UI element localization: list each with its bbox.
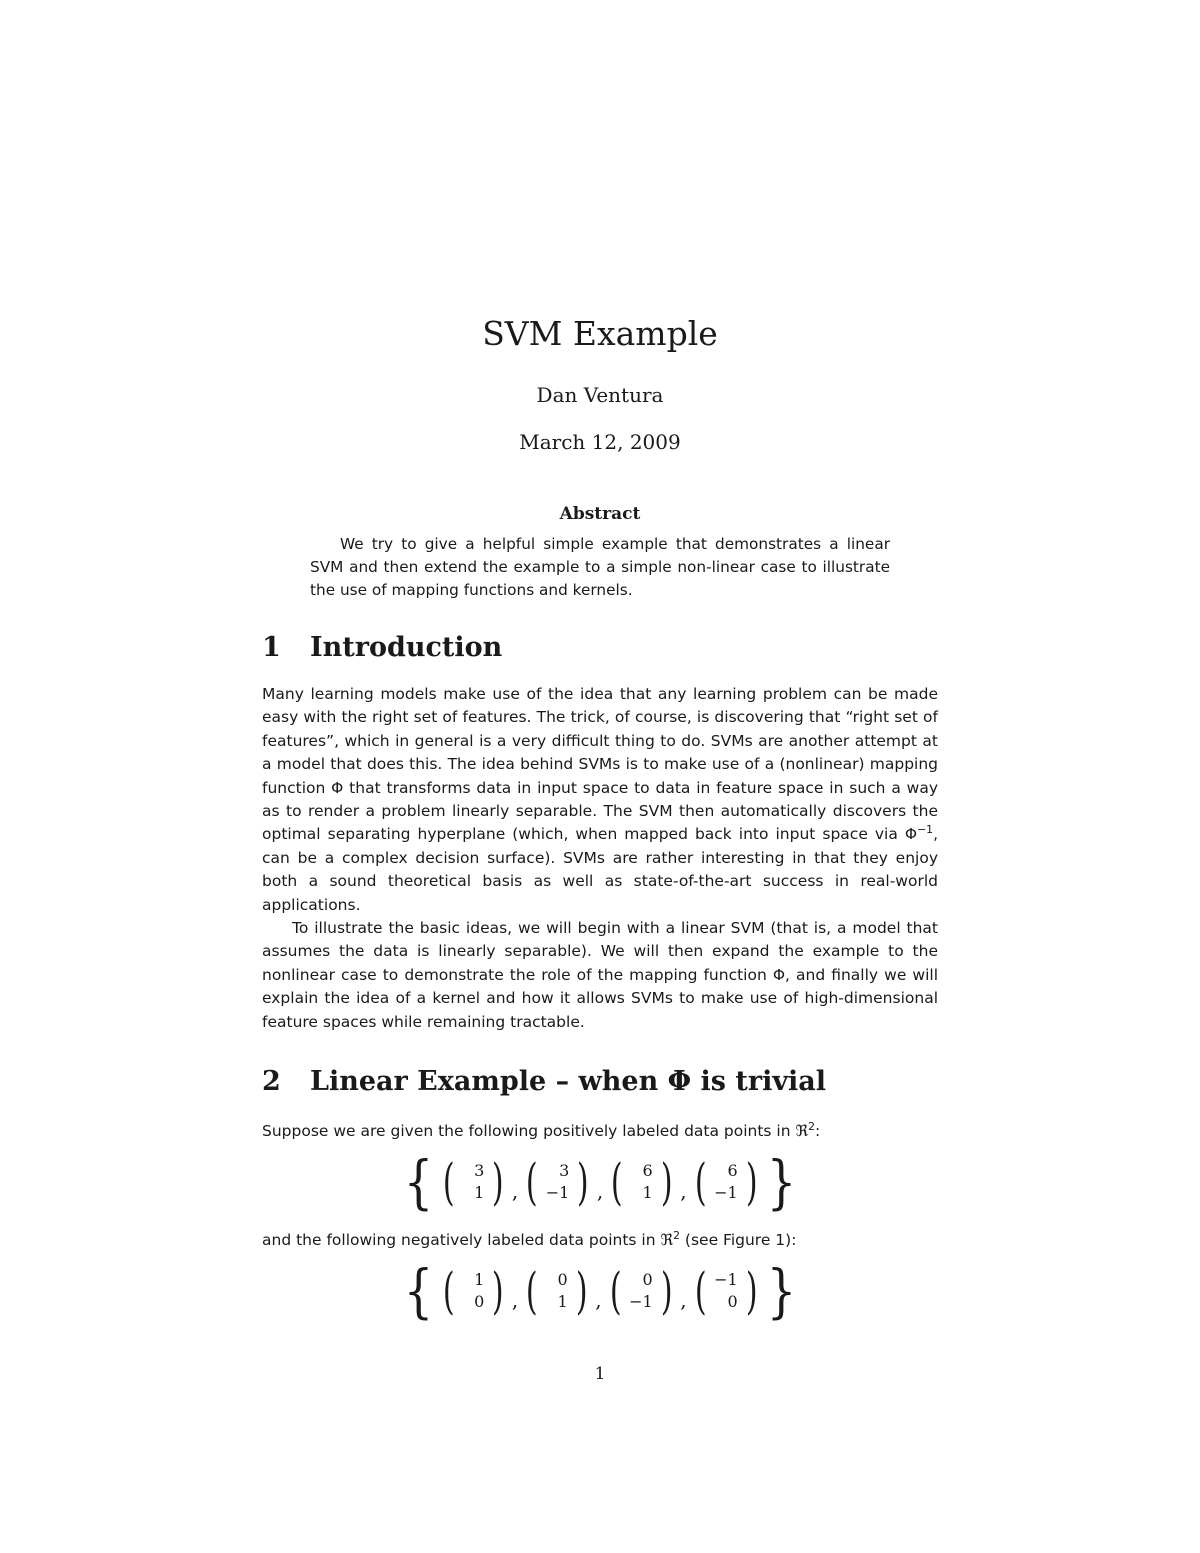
negative-point-vector-cells: [542, 1269, 572, 1313]
negative-point-separator: ,: [511, 1288, 519, 1312]
paper-title: SVM Example: [482, 314, 718, 353]
negative-point-open-brace: {: [403, 1257, 434, 1325]
negative-point-vector-2: [522, 1262, 591, 1320]
section-2-number: 2: [262, 1066, 281, 1097]
positive-point-open-brace: {: [403, 1148, 434, 1216]
negative-point-vector-open-paren: (: [694, 1262, 707, 1320]
positive-point-separator: ,: [596, 1179, 604, 1203]
positive-point-vector-1: [439, 1153, 508, 1211]
positive-point-vector-cells: [627, 1160, 657, 1204]
r2-superscript-1: 2: [808, 1119, 816, 1133]
negative-point-vector-open-paren: (: [442, 1262, 455, 1320]
positive-point-vector-3-component-1: 6: [642, 1161, 653, 1180]
negative-point-vector-4-component-2: 0: [727, 1292, 738, 1311]
section-2-paragraph-1-end: :: [815, 1122, 821, 1140]
positive-point-vector-3-component-2: 1: [642, 1183, 653, 1202]
negative-point-vector-2-component-2: 1: [557, 1292, 568, 1311]
positive-point-vector-1-component-1: 3: [474, 1161, 485, 1180]
negative-point-vector-1: [439, 1262, 508, 1320]
positive-points-set: [0, 1148, 1200, 1216]
negative-point-vector-4: [691, 1262, 762, 1320]
negative-point-vector-3-component-2: −1: [629, 1292, 653, 1311]
positive-point-vector-open-paren: (: [611, 1153, 623, 1211]
r2-superscript-2: 2: [673, 1228, 680, 1242]
positive-point-vector-1-component-2: 1: [474, 1183, 485, 1202]
negative-point-vector-1-component-2: 0: [474, 1292, 485, 1311]
section-2-heading: [262, 1066, 826, 1097]
negative-point-vector-1-component-1: 1: [474, 1270, 485, 1289]
negative-point-vector-cells: [458, 1269, 488, 1313]
negative-point-vector-close-paren: ): [575, 1262, 588, 1320]
page-number: 1: [594, 1364, 606, 1384]
negative-point-vector-close-paren: ): [492, 1262, 504, 1320]
abstract-heading: Abstract: [559, 504, 641, 524]
section-2-paragraph-2: [262, 1229, 938, 1252]
positive-point-vector-open-paren: (: [442, 1153, 455, 1211]
positive-point-vector-close-paren: ): [492, 1153, 504, 1211]
positive-point-vector-close-paren: ): [660, 1153, 673, 1211]
section-2-title: Linear Example – when Φ is trivial: [310, 1066, 827, 1097]
section-1-paragraph-1: [262, 683, 938, 917]
positive-point-vector-4-component-1: 6: [727, 1161, 738, 1180]
negative-point-separator: ,: [680, 1288, 687, 1312]
negative-set-expression: [400, 1257, 800, 1325]
negative-point-vector-3-component-1: 0: [642, 1270, 653, 1289]
section-1-title: Introduction: [310, 632, 503, 663]
positive-point-vector-2-component-2: −1: [545, 1183, 570, 1202]
negative-point-vector-cells: [710, 1269, 742, 1313]
section-1-paragraph-1-end: , can be a complex decision surface). SVMs are rather interesting in that they enjoy both a sound theoretical basis as well as state-of-the-art success in real-world applications.: [262, 825, 938, 914]
negative-point-vector-open-paren: (: [526, 1262, 538, 1320]
section-1-paragraph-2: To illustrate the basic ideas, we will begin with a linear SVM (that is, a model that assumes the data is linearly separable). We will then expand the example to the nonlinear case to demonstrate the role of the mapping function Φ, and finally we will explain the idea of a kernel and how it allows SVMs to make use of high-dimensional feature spaces while remaining tractable.: [262, 919, 938, 1031]
section-2-paragraph-1: [262, 1120, 938, 1143]
positive-point-vector-cells: [542, 1160, 574, 1204]
positive-point-vector-close-paren: ): [745, 1153, 758, 1211]
section-2-paragraph-2-end: (see Figure 1):: [680, 1231, 797, 1249]
positive-point-vector-2-component-1: 3: [559, 1161, 570, 1180]
positive-point-vector-open-paren: (: [694, 1153, 707, 1211]
positive-point-vector-3: [607, 1153, 676, 1211]
positive-point-vector-4-component-2: −1: [714, 1183, 738, 1202]
author: Dan Ventura: [536, 383, 664, 407]
positive-set-expression: [400, 1148, 800, 1216]
abstract-text: We try to give a helpful simple example that demonstrates a linear SVM and then extend the example to a simple non-linear case to illustrate the use of mapping functions and kernels.: [310, 535, 890, 599]
positive-point-separator: ,: [680, 1179, 687, 1203]
positive-point-vector-2: [522, 1153, 593, 1211]
section-1-paragraph-1-text: Many learning models make use of the idea that any learning problem can be made easy with the right set of features. The trick, of course, is discovering that “right set of features”, which in general is a very difficult thing to do. SVMs are another attempt at a model that does this. The idea behind SVMs is to make use of a (nonlinear) mapping function Φ that transforms data in input space to data in feature space in such a way as to render a problem linearly separable. The SVM then automatically discovers the optimal separating hyperplane (which, when mapped back into input space via Φ: [262, 685, 938, 844]
negative-point-vector-4-component-1: −1: [714, 1270, 738, 1289]
negative-point-vector-close-paren: ): [660, 1262, 673, 1320]
phi-inverse-superscript: −1: [917, 823, 934, 837]
negative-point-vector-3: [606, 1262, 677, 1320]
negative-point-vector-cells: [625, 1269, 657, 1313]
positive-point-separator: ,: [511, 1179, 519, 1203]
positive-point-vector-open-paren: (: [526, 1153, 538, 1211]
negative-point-close-brace: }: [766, 1257, 797, 1325]
negative-point-vector-open-paren: (: [609, 1262, 622, 1320]
positive-point-vector-close-paren: ): [577, 1153, 589, 1211]
positive-point-vector-4: [691, 1153, 762, 1211]
section-2-paragraph-2-text: and the following negatively labeled data points in ℜ: [262, 1231, 674, 1249]
negative-points-set: [0, 1257, 1200, 1325]
positive-point-vector-cells: [458, 1160, 488, 1204]
section-1-number: 1: [262, 632, 281, 663]
date: March 12, 2009: [519, 430, 681, 454]
negative-point-vector-2-component-1: 0: [557, 1270, 568, 1289]
section-2-paragraph-1-text: Suppose we are given the following positively labeled data points in ℜ: [262, 1122, 809, 1140]
negative-point-vector-close-paren: ): [745, 1262, 758, 1320]
section-1-heading: [262, 632, 502, 663]
positive-point-close-brace: }: [766, 1148, 797, 1216]
positive-point-vector-cells: [710, 1160, 742, 1204]
negative-point-separator: ,: [595, 1288, 602, 1312]
